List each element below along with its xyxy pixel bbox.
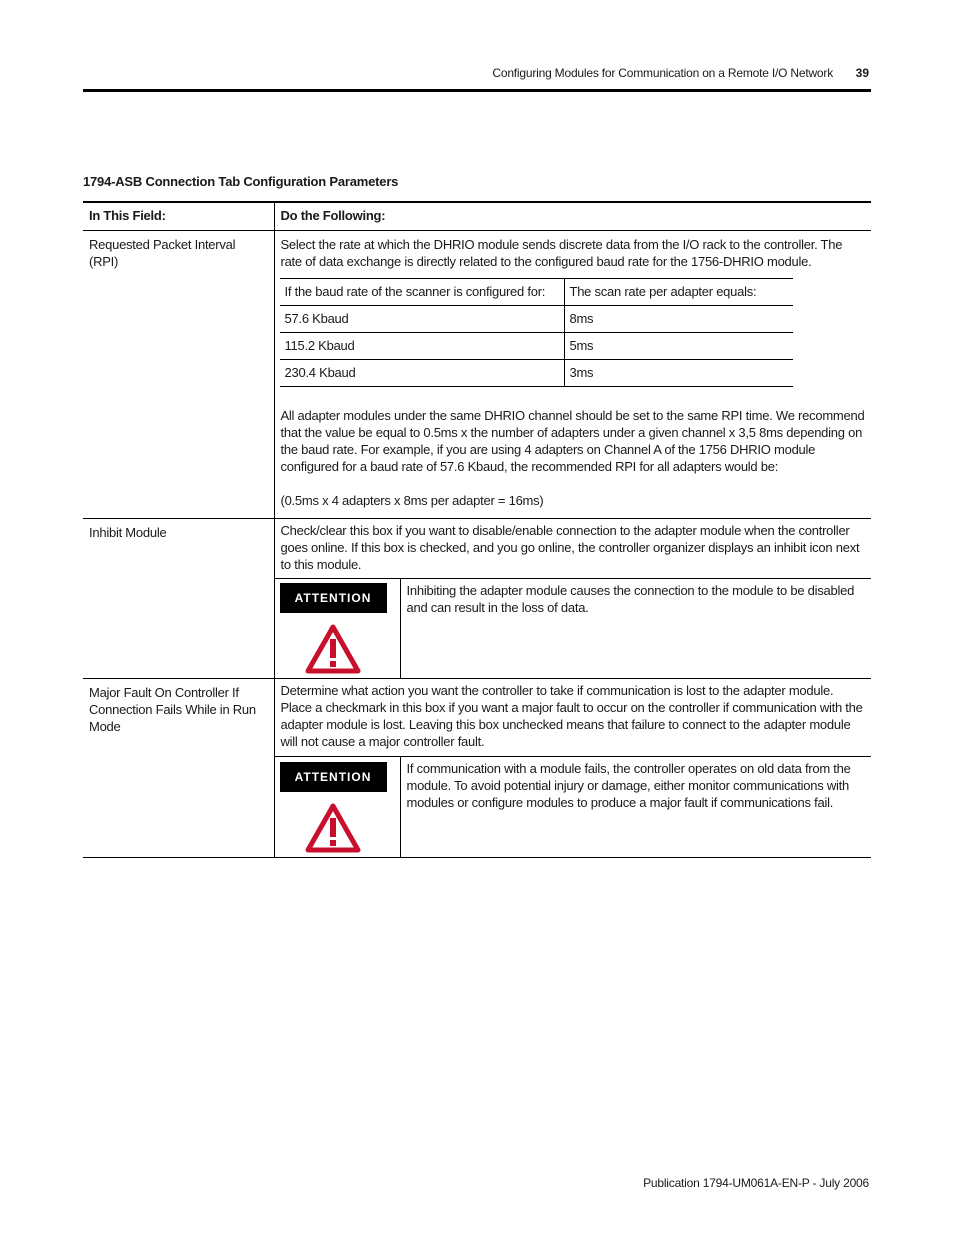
running-header-title: Configuring Modules for Communication on a Remote I/O Network	[492, 66, 833, 80]
field-name-inhibit: Inhibit Module	[83, 519, 274, 679]
rpi-formula: (0.5ms x 4 adapters x 8ms per adapter = 16ms)	[280, 493, 544, 508]
baud-rate: 115.2 Kbaud	[280, 333, 565, 360]
table-row-inhibit	[83, 519, 871, 679]
baud-row	[280, 360, 793, 387]
baud-rate: 230.4 Kbaud	[280, 360, 565, 387]
warning-triangle-icon	[305, 624, 361, 674]
rpi-intro: Select the rate at which the DHRIO module sends discrete data from the I/O rack to the controller. The rate of data exchange is directly related to the configured baud rate for the 1756-DHRIO module.	[280, 237, 843, 269]
column-header-action: Do the Following:	[274, 202, 871, 231]
publication-footer: Publication 1794-UM061A-EN-P - July 2006	[643, 1176, 869, 1190]
action-cell-rpi	[274, 231, 871, 519]
attention-text: If communication with a module fails, the controller operates on old data from the module. To avoid potential injury or damage, either monitor communications with modules or configure modules to produce a major fault if communications fail.	[406, 761, 851, 810]
table-caption: 1794-ASB Connection Tab Configuration Parameters	[83, 174, 399, 189]
major-fault-description: Determine what action you want the controller to take if communication is lost to the adapter module. Place a checkmark in this box if you want a major fault to occur on the controller if communication with the adapter module is lost. Leaving this box unchecked means that failure to connect to the adapter module will not cause a major controller fault.	[280, 683, 863, 749]
header-rule	[83, 89, 871, 92]
page-number: 39	[855, 66, 869, 80]
attention-box	[275, 578, 872, 678]
field-name-major-fault: Major Fault On Controller If Connection Fails While in Run Mode	[83, 679, 274, 858]
baud-header-row	[280, 279, 793, 306]
attention-box	[275, 756, 872, 857]
action-cell-major-fault	[274, 679, 871, 858]
table-row-major-fault	[83, 679, 871, 858]
attention-badge: ATTENTION	[280, 583, 387, 613]
action-cell-inhibit	[274, 519, 871, 679]
baud-rate: 57.6 Kbaud	[280, 306, 565, 333]
attention-icon-cell	[275, 579, 401, 679]
baud-header-left: If the baud rate of the scanner is configured for:	[280, 279, 565, 306]
attention-badge: ATTENTION	[280, 762, 387, 792]
attention-text: Inhibiting the adapter module causes the connection to the module to be disabled and can result in the loss of data.	[406, 583, 855, 615]
parameters-table	[83, 201, 871, 858]
baud-rate-table	[280, 278, 793, 387]
warning-triangle-icon	[305, 803, 361, 853]
scan-rate: 5ms	[564, 333, 793, 360]
column-header-field: In This Field:	[83, 202, 274, 231]
field-name-rpi: Requested Packet Interval (RPI)	[83, 231, 274, 519]
baud-row	[280, 333, 793, 360]
baud-header-right: The scan rate per adapter equals:	[564, 279, 793, 306]
inhibit-description: Check/clear this box if you want to disable/enable connection to the adapter module when the controller goes online. If this box is checked, and you go online, the controller organizer displays an inhibit icon next to this module.	[280, 523, 860, 572]
scan-rate: 3ms	[564, 360, 793, 387]
scan-rate: 8ms	[564, 306, 793, 333]
baud-row	[280, 306, 793, 333]
attention-icon-cell	[275, 757, 401, 858]
table-row-rpi	[83, 231, 871, 519]
table-header-row	[83, 202, 871, 231]
rpi-recommendation: All adapter modules under the same DHRIO channel should be set to the same RPI time. We recommend that the value be equal to 0.5ms x the number of adapters under a given channel x 3,5 8ms depending on the baud rate. For example, if you are using 4 adapters on Channel A of the 1756 DHRIO module configured for a baud rate of 57.6 Kbaud, the recommended RPI for all adapters would be:	[280, 408, 865, 474]
